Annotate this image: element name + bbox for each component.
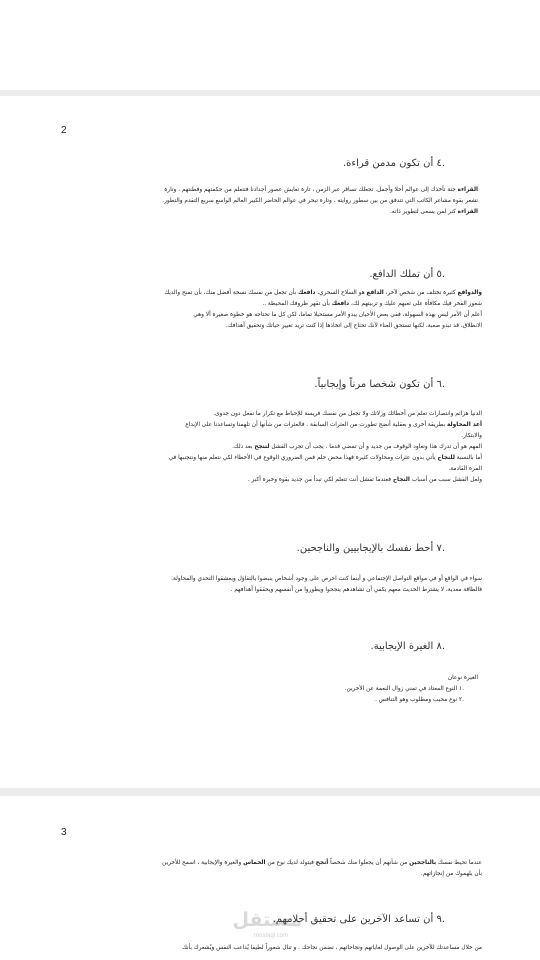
paragraph-line <box>62 453 482 464</box>
paragraph-line <box>66 207 478 218</box>
paragraph-line: سواء في الواقع أو في مواقع التواصل الإجتماعي و أينما كنت احرص على وجود أشخاص ينبضوا بالتفاؤل ويعشقوا التحدي والمحاولة. <box>171 576 482 582</box>
list-item: .٢ نوع محبب ومطلوب وهو التنافس . <box>375 697 464 703</box>
paragraph-line: فالطاقة معدية، لا يشترط الحديث معهم يكفي أن تشاهدهم ينجحوا ويطوروا من أنفسهم ويحققوا أهدافهم . <box>230 587 482 593</box>
text-run: فعندما تفشل أنت تتعلم لكي تبدأ من جديد بقوة وخبرة أكبر . <box>247 477 393 483</box>
text-run: فيتولد لديك نوع من <box>265 860 316 866</box>
bold-word: والدوافع <box>457 290 482 296</box>
text-run: بأن تجعل من نفسك نسخة أفضل منك، بأن تمنح والديك <box>164 290 298 296</box>
section-9-title: .٩ أن تساعد الآخرين على تحقيق أحلامهم. <box>272 914 445 925</box>
page-number: 3 <box>61 827 67 838</box>
text-run: يأتي بدون عثرات ومحاولات كثيرة فهذا محض حلم فمن الضروري الوقوع في الأخطاء لكي نتعلم منها ونتجنبها في <box>168 455 438 461</box>
text-run: كثيرة تختلف من شخص لآخر، <box>383 290 458 296</box>
list-item: .١ النوع المعتاد في تمني زوال النعمة عن الأخرين. <box>344 686 464 692</box>
section-4-paragraph <box>66 185 478 218</box>
bold-word: دافعك <box>297 290 316 296</box>
document-page-top <box>0 0 540 90</box>
section-7-paragraph <box>62 574 482 596</box>
mostaql-watermark-url: mostaql.com <box>253 933 288 939</box>
paragraph-line: أعلم أن الأمر ليس بهذه السهولة، ففي بعض الأحيان يبدو الأمر مستحيلا تماما، لكن كل ما تحتاجه هو خطوة صغيرة ألا وهي <box>193 312 482 318</box>
section-6-paragraph <box>62 409 482 486</box>
bold-word: أعد المحاولة <box>446 422 482 428</box>
bold-word: النجاح <box>392 477 410 483</box>
text-run: والغيرة والإيجابية ، اسمح للأخرين <box>162 860 244 866</box>
paragraph-line: بأن يلهموك من إنجازاتهم. <box>420 871 482 877</box>
section-6-title: .٦ أن تكون شخصا مرناً وإيجابياً. <box>314 379 445 390</box>
section-4-title: .٤ أن تكون مدمن قراءة. <box>343 158 445 169</box>
text-run: شعور الفخر فيك مكافأة على تعبهم عليك و تربيتهم لك، <box>349 301 482 307</box>
paragraph-line: الغيرة نوعان <box>447 675 478 681</box>
text-run: بأن تقهر ظروفك المحيطة .. <box>262 301 332 307</box>
text-run: كنز لمن يسعى لتطوير ذاته. <box>389 209 458 215</box>
bold-word: الدافع <box>366 290 384 296</box>
paragraph-line <box>62 475 482 486</box>
text-run: ولعل الفشل سبب من أسباب <box>409 477 482 483</box>
bold-word: للنجاح <box>437 455 455 461</box>
bold-word: بالناجحين <box>409 860 437 866</box>
paragraph-line: من خلال مساعدتك للآخرين على الوصول لغاياتهم وتجاحاتهم ، تضمن نجاحك . و تنال شعوراً لطيفا يُداعب النفس ويُشعرك بأنك <box>182 945 482 951</box>
section-5-paragraph <box>62 288 482 332</box>
paragraph-line <box>62 299 482 310</box>
page-number: 2 <box>61 125 67 136</box>
paragraph-line <box>62 288 482 299</box>
paragraph-line <box>66 196 478 207</box>
paragraph-line <box>66 185 478 196</box>
paragraph-line: الدنيا هزائم وانتصارات تعلم من أخطائك وزلاتك ولا تجعل من نفسك فريسة للإحباط مع تكرار ما تفعل دون جدوى. <box>213 411 482 417</box>
bold-word: القراءة <box>457 187 478 193</box>
paragraph-line <box>62 858 482 869</box>
section-8-title: .٨ الغيرة الإيجابية. <box>370 641 445 652</box>
bold-word: دافعك <box>331 301 350 307</box>
text-run: تشعر بقوة مشاعر الكاتب التي تتدفق من بين سطور روايته ، وتارة تبحر في عوالم الحاضر الكبير العالم الواسع سريع التقدم والتطور. <box>162 198 478 204</box>
bold-word: الحماس <box>243 860 266 866</box>
section-7-title: .٧ أحط نفسك بالإيجابيين والناجحين. <box>296 543 445 554</box>
page-3-intro-paragraph <box>62 858 482 880</box>
text-run: من شأنهم أن يجعلوا منك شخصاً <box>328 860 410 866</box>
bold-word: لتنجح <box>254 444 270 450</box>
text-run: جنة تأخذك إلى عوالم أحلا وأجمل. تجعلك تسافر عبر الزمن ، تارة تعايش عصور أجدادنا فتتعلم من حكمتهم وفطنتهم ، وتارة <box>164 187 458 193</box>
document-page-2 <box>0 96 540 788</box>
paragraph-line: المرة القادمة. <box>448 466 482 472</box>
section-5-title: .٥ أن تملك الدافع. <box>369 269 445 280</box>
text-run: بطريقة أخرى و بعقلية أنضج تطورت من العثرات السابقة . فالعثرات من شأنها أن تلهمنا وتساعدنا على الإبداع <box>185 422 447 428</box>
paragraph-line: الانطلاق، قد تبدو صعبة، لكنها تستحق العناء لأنك تحتاج إلى اتخاذها إذا كنت تريد تغيير حياتك وتحقيق أهدافك. <box>225 323 482 329</box>
section-8-paragraph <box>66 673 478 706</box>
text-run: هو السلاح السحري، <box>315 290 367 296</box>
text-run: عندما تحيط نفسك <box>436 860 482 866</box>
text-run: بعد ذلك. <box>232 444 255 450</box>
document-page-3 <box>0 796 540 960</box>
bold-word: أنجح <box>315 860 329 866</box>
bold-word: القراءة <box>457 209 478 215</box>
paragraph-line <box>62 420 482 431</box>
paragraph-line <box>62 442 482 453</box>
text-run: المهم هو أن تدرك هذا وتعاود الوقوف من جديد و أن تمضي قدما . يجب أن تجرب الفشل <box>269 444 482 450</box>
section-9-paragraph <box>62 943 482 954</box>
paragraph-line: والابتكار. <box>461 433 482 439</box>
mostaql-watermark-logo: مستقل <box>232 909 302 931</box>
text-run: أما بالنسبة <box>454 455 482 461</box>
